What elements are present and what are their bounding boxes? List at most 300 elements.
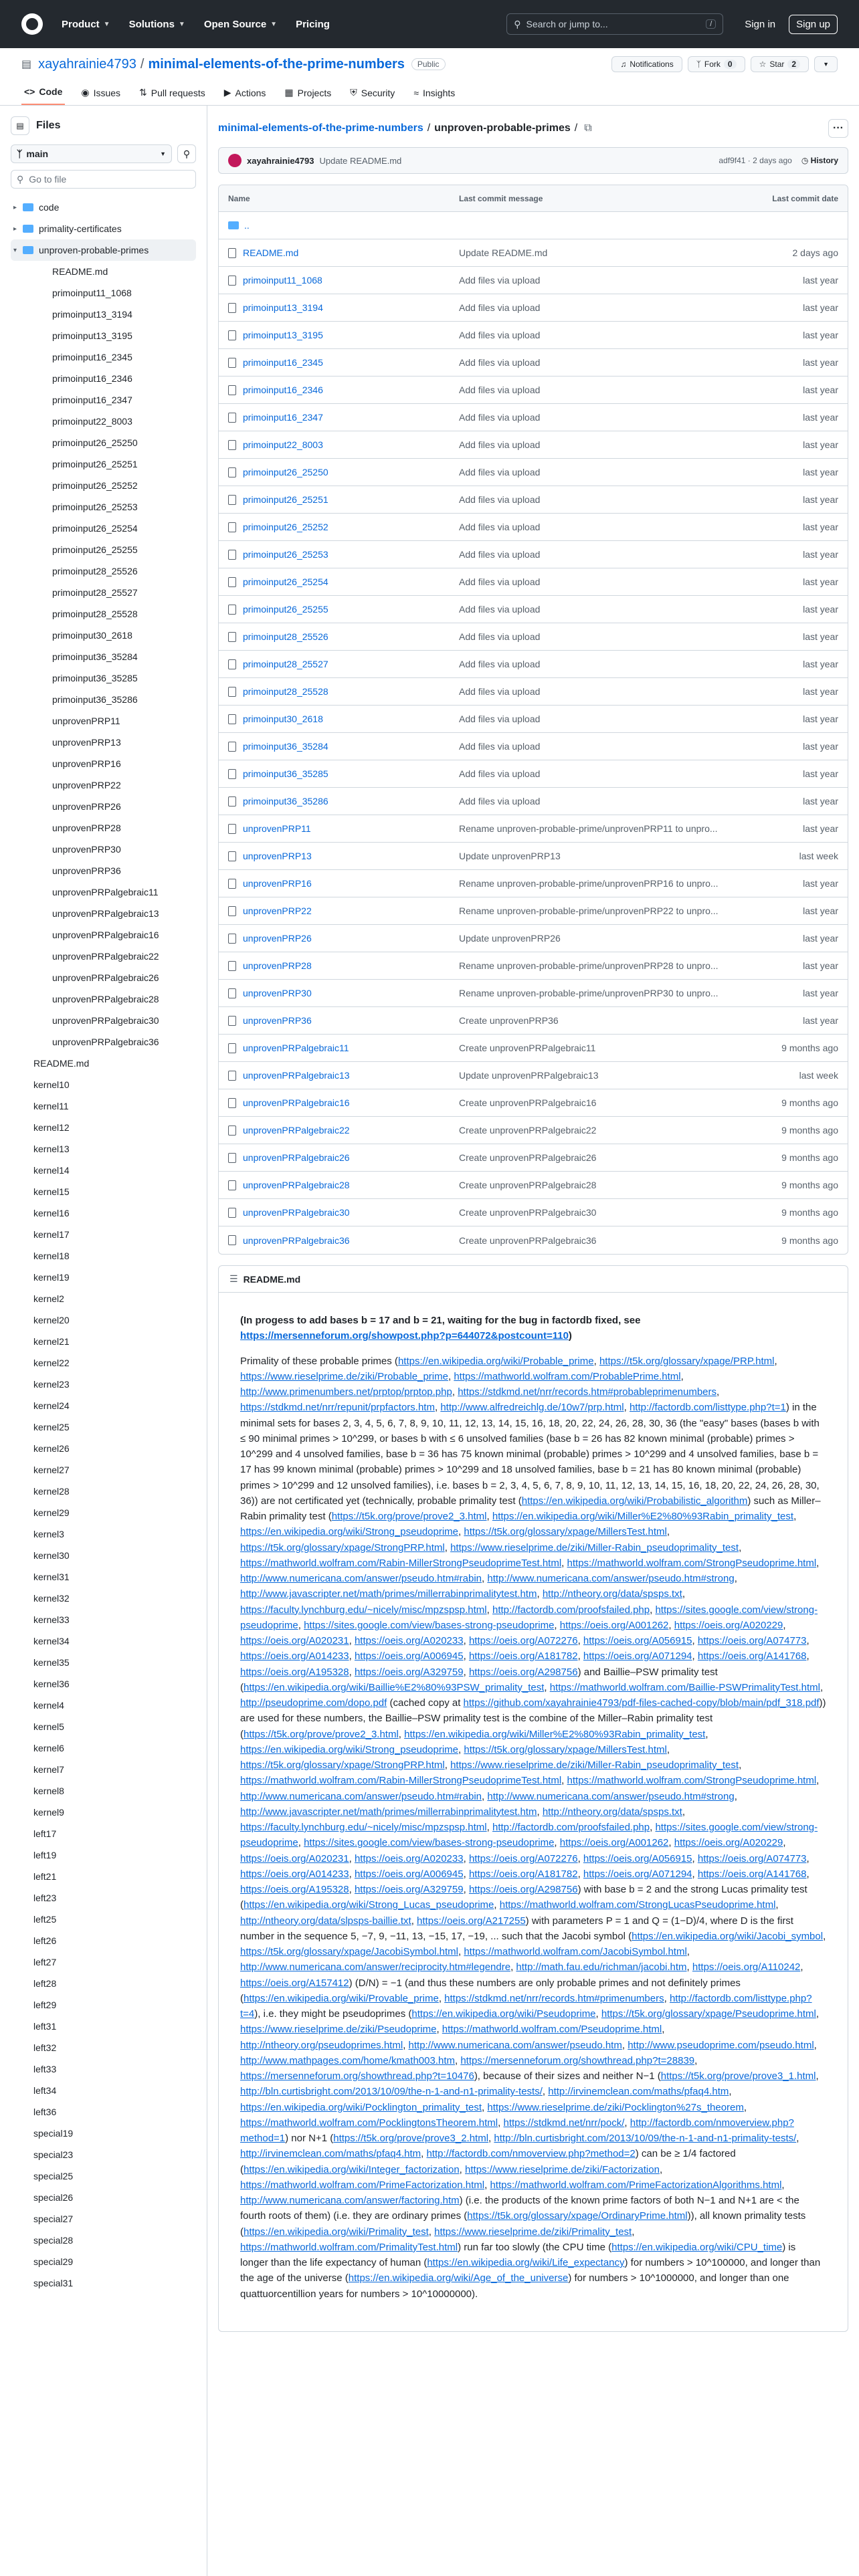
readme-link[interactable]: https://mersenneforum.org/showthread.php?t=10476	[240, 2070, 474, 2082]
readme-link[interactable]: https://oeis.org/A006945	[354, 1868, 464, 1880]
readme-link[interactable]: http://www.numericana.com/answer/pseudo.htm#strong	[487, 1573, 735, 1584]
readme-link[interactable]: http://www.numericana.com/answer/pseudo.htm#strong	[487, 1790, 735, 1802]
tree-file[interactable]	[11, 1267, 207, 1288]
readme-link[interactable]: https://mathworld.wolfram.com/StrongPseudoprime.html	[567, 1557, 817, 1569]
commit-message-link[interactable]: Rename unproven-probable-prime/unprovenPRP11 to unpro...	[459, 823, 718, 834]
commit-message-link[interactable]: Add files via upload	[459, 439, 541, 450]
tree-folder[interactable]	[11, 239, 196, 261]
tree-file[interactable]	[11, 1309, 207, 1331]
tree-file[interactable]	[11, 839, 207, 860]
commit-message-link[interactable]: Add files via upload	[459, 576, 541, 587]
file-link[interactable]: unprovenPRPalgebraic16	[243, 1097, 350, 1108]
readme-link[interactable]: https://t5k.org/prove/prove2_3.html	[331, 1511, 487, 1522]
tab-actions[interactable]: ▶ Actions	[223, 87, 266, 98]
readme-link[interactable]: https://oeis.org/A072276	[468, 1852, 578, 1864]
commit-message-link[interactable]: Add files via upload	[459, 275, 541, 286]
tree-file[interactable]	[11, 1673, 207, 1695]
file-link[interactable]: primoinput13_3195	[243, 330, 323, 340]
file-link[interactable]: primoinput26_25255	[243, 604, 328, 615]
commit-message-link[interactable]: Create unprovenPRPalgebraic28	[459, 1180, 597, 1190]
readme-link[interactable]: https://en.wikipedia.org/wiki/Primality_test	[244, 2226, 429, 2238]
readme-link[interactable]: https://oeis.org/A071294	[583, 1868, 692, 1880]
tree-file[interactable]	[11, 1224, 207, 1245]
readme-link[interactable]: https://t5k.org/glossary/xpage/PRP.html	[599, 1355, 775, 1367]
tree-file[interactable]	[11, 1459, 207, 1481]
search-files-icon[interactable]: ⚲	[177, 144, 196, 163]
breadcrumb-repo-link[interactable]: minimal-elements-of-the-prime-numbers	[218, 122, 423, 134]
tree-file[interactable]	[11, 817, 207, 839]
readme-link[interactable]: https://t5k.org/glossary/xpage/OrdinaryPrime.html	[467, 2210, 688, 2222]
readme-link[interactable]: https://mersenneforum.org/showthread.php?t=28839	[460, 2054, 695, 2066]
readme-link[interactable]: https://t5k.org/glossary/xpage/MillersTest.html	[464, 1526, 667, 1538]
tree-file[interactable]	[11, 1951, 207, 1973]
commit-message-link[interactable]: Add files via upload	[459, 796, 541, 807]
readme-link[interactable]: http://pseudoprime.com/dopo.pdf	[240, 1697, 387, 1709]
tree-file[interactable]	[11, 2144, 207, 2165]
readme-link[interactable]: https://oeis.org/A001262	[559, 1619, 669, 1631]
tree-file[interactable]	[11, 2208, 207, 2230]
tree-file[interactable]	[11, 1416, 207, 1438]
tree-file[interactable]	[11, 1588, 207, 1609]
readme-link[interactable]: http://bln.curtisbright.com/2013/10/09/the-n-1-and-n1-primality-tests/	[240, 2086, 543, 2098]
readme-link[interactable]: http://www.javascripter.net/math/primes/millerrabinprimalitytest.htm	[240, 1806, 537, 1818]
tab-insights[interactable]: ≈ Insights	[413, 88, 456, 98]
tree-file[interactable]	[11, 2058, 207, 2080]
tree-file[interactable]	[11, 539, 207, 560]
readme-link[interactable]: http://factordb.com/listtype.php?t=4	[240, 1992, 812, 2020]
tree-file[interactable]	[11, 1031, 207, 1053]
readme-link[interactable]: https://oeis.org/A020233	[354, 1635, 464, 1646]
file-link[interactable]: unprovenPRPalgebraic26	[243, 1152, 350, 1163]
file-link[interactable]: primoinput16_2345	[243, 357, 323, 368]
readme-link[interactable]: https://mathworld.wolfram.com/Rabin-MillerStrongPseudoprimeTest.html	[240, 1775, 562, 1787]
tree-file[interactable]	[11, 646, 207, 667]
readme-link[interactable]: https://t5k.org/glossary/xpage/Pseudoprime.html	[601, 2008, 816, 2020]
tree-file[interactable]	[11, 1695, 207, 1716]
readme-link[interactable]: https://oeis.org/A072276	[468, 1635, 578, 1646]
readme-link[interactable]: https://en.wikipedia.org/wiki/Pseudoprime	[411, 2008, 596, 2020]
file-link[interactable]: primoinput26_25252	[243, 522, 328, 532]
commit-message-link[interactable]: Add files via upload	[459, 330, 541, 340]
readme-link[interactable]: https://oeis.org/A056915	[583, 1852, 692, 1864]
readme-link[interactable]: http://www.numericana.com/answer/pseudo.htm#rabin	[240, 1573, 482, 1584]
tree-file[interactable]	[11, 1374, 207, 1395]
tree-file[interactable]	[11, 1994, 207, 2016]
file-link[interactable]: primoinput36_35285	[243, 768, 328, 779]
file-link[interactable]: primoinput13_3194	[243, 302, 323, 313]
commit-message-link[interactable]: Rename unproven-probable-prime/unprovenPRP22 to unpro...	[459, 905, 719, 916]
readme-link[interactable]: http://ntheory.org/pseudoprimes.html	[240, 2039, 403, 2051]
tree-file[interactable]	[11, 2016, 207, 2037]
readme-link[interactable]: https://sites.google.com/view/strong-pseudoprime	[240, 1822, 818, 1849]
tab-issues[interactable]: ◉ Issues	[81, 87, 121, 98]
file-link[interactable]: primoinput26_25254	[243, 576, 328, 587]
readme-link[interactable]: https://oeis.org/A071294	[583, 1650, 692, 1662]
tree-file[interactable]	[11, 860, 207, 881]
readme-link[interactable]: https://oeis.org/A006945	[354, 1650, 464, 1662]
tree-file[interactable]	[11, 924, 207, 946]
readme-link[interactable]: https://oeis.org/A020231	[240, 1852, 349, 1864]
nav-product[interactable]: Product ▼	[62, 18, 110, 30]
tree-file[interactable]	[11, 1502, 207, 1523]
tree-file[interactable]	[11, 2165, 207, 2187]
commit-message-link[interactable]: Add files via upload	[459, 714, 541, 724]
readme-link[interactable]: https://sites.google.com/view/bases-strong-pseudoprime	[304, 1619, 555, 1631]
readme-link[interactable]: https://www.rieselprime.de/ziki/Miller-Rabin_pseudoprimality_test	[450, 1541, 739, 1553]
readme-link[interactable]: http://ntheory.org/data/spsps.txt	[542, 1806, 682, 1818]
tree-file[interactable]	[11, 1930, 207, 1951]
tree-file[interactable]	[11, 582, 207, 603]
readme-link[interactable]: https://oeis.org/A020233	[354, 1852, 464, 1864]
readme-link[interactable]: https://mathworld.wolfram.com/Baillie-PSWPrimalityTest.html	[549, 1681, 820, 1693]
tree-file[interactable]	[11, 496, 207, 518]
commit-message-link[interactable]: Add files via upload	[459, 494, 541, 505]
commit-message-link[interactable]: Update README.md	[459, 247, 548, 258]
search-input[interactable]	[506, 13, 723, 35]
tree-file[interactable]	[11, 710, 207, 732]
tab-code[interactable]: <> Code	[21, 86, 65, 105]
tree-file[interactable]	[11, 1481, 207, 1502]
file-link[interactable]: unprovenPRP11	[243, 823, 311, 834]
commit-message-link[interactable]: Create unprovenPRPalgebraic16	[459, 1097, 597, 1108]
commit-message-link[interactable]: Add files via upload	[459, 412, 541, 423]
readme-link[interactable]: https://mathworld.wolfram.com/StrongLucasPseudoprime.html	[499, 1899, 776, 1911]
tree-file[interactable]	[11, 1737, 207, 1759]
readme-link[interactable]: http://factordb.com/nmoverview.php?method=1	[240, 2117, 794, 2144]
commit-message-link[interactable]: Add files via upload	[459, 686, 541, 697]
file-link[interactable]: unprovenPRPalgebraic13	[243, 1070, 350, 1081]
readme-link[interactable]: https://en.wikipedia.org/wiki/Age_of_the_universe	[348, 2272, 569, 2284]
more-options-button[interactable]: ···	[828, 119, 848, 138]
readme-link[interactable]: https://stdkmd.net/nrr/records.htm#probableprimenumbers	[458, 1386, 717, 1398]
readme-link[interactable]: https://oeis.org/A001262	[559, 1837, 669, 1849]
readme-link[interactable]: https://github.com/xayahrainie4793/pdf-files-cached-copy/blob/main/pdf_318.pdf	[463, 1697, 820, 1709]
tree-file[interactable]	[11, 1823, 207, 1844]
readme-link[interactable]: https://en.wikipedia.org/wiki/Strong_pseudoprime	[240, 1743, 459, 1755]
file-link[interactable]: unprovenPRPalgebraic11	[243, 1043, 349, 1053]
chevron-right-icon[interactable]: ▸	[13, 225, 17, 233]
commit-message-link[interactable]: Add files via upload	[459, 659, 541, 669]
tree-file[interactable]	[11, 689, 207, 710]
readme-link[interactable]: https://www.rieselprime.de/ziki/Probable_prime	[240, 1370, 448, 1382]
tree-file[interactable]	[11, 1759, 207, 1780]
file-link[interactable]: primoinput11_1068	[243, 275, 322, 286]
repo-name-link[interactable]: minimal-elements-of-the-prime-numbers	[148, 56, 405, 72]
readme-link[interactable]: http://ntheory.org/data/slpsps-baillie.txt	[240, 1915, 411, 1927]
readme-link[interactable]: https://sites.google.com/view/bases-strong-pseudoprime	[304, 1837, 555, 1849]
file-link[interactable]: unprovenPRP13	[243, 851, 312, 861]
tree-file[interactable]	[11, 1010, 207, 1031]
readme-link[interactable]: http://math.fau.edu/richman/jacobi.htm	[516, 1961, 687, 1973]
readme-link[interactable]: https://oeis.org/A195328	[240, 1884, 349, 1895]
readme-link[interactable]: https://oeis.org/A329759	[354, 1884, 464, 1895]
commit-message-link[interactable]: Add files via upload	[459, 467, 541, 477]
tree-file[interactable]	[11, 282, 207, 304]
readme-link[interactable]: http://www.pseudoprime.com/pseudo.html	[628, 2039, 814, 2051]
tree-file[interactable]	[11, 1331, 207, 1352]
readme-link[interactable]: https://sites.google.com/view/strong-pseudoprime	[240, 1604, 818, 1631]
tree-file[interactable]	[11, 432, 207, 453]
readme-link[interactable]: https://en.wikipedia.org/wiki/Strong_pseudoprime	[240, 1526, 459, 1538]
readme-link[interactable]: http://www.javascripter.net/math/primes/millerrabinprimalitytest.htm	[240, 1588, 537, 1600]
readme-link[interactable]: http://www.alfredreichlg.de/10w7/prp.html	[440, 1402, 624, 1414]
tree-file[interactable]	[11, 346, 207, 368]
tree-file[interactable]	[11, 1652, 207, 1673]
star-dropdown-button[interactable]	[814, 56, 838, 72]
avatar[interactable]	[228, 154, 242, 167]
tree-file[interactable]	[11, 667, 207, 689]
tree-file[interactable]	[11, 1202, 207, 1224]
commit-message-link[interactable]: Create unprovenPRPalgebraic30	[459, 1207, 597, 1218]
readme-link[interactable]: http://www.primenumbers.net/prptop/prptop.php	[240, 1386, 452, 1398]
readme-link[interactable]: https://stdkmd.net/nrr/repunit/prpfactors.htm	[240, 1402, 435, 1414]
tree-file[interactable]	[11, 732, 207, 753]
tree-file[interactable]	[11, 411, 207, 432]
commit-message-link[interactable]: Create unprovenPRPalgebraic22	[459, 1125, 597, 1136]
file-link[interactable]: unprovenPRP30	[243, 988, 312, 998]
readme-link[interactable]: https://t5k.org/glossary/xpage/StrongPRP.html	[240, 1759, 445, 1771]
tree-file[interactable]	[11, 368, 207, 389]
tree-file[interactable]	[11, 1545, 207, 1566]
readme-link[interactable]: https://www.rieselprime.de/ziki/Primality_test	[434, 2226, 632, 2238]
list-icon[interactable]: ☰	[229, 1273, 238, 1284]
fork-button[interactable]: ᛉ Fork 0	[688, 56, 745, 72]
tree-file[interactable]	[11, 625, 207, 646]
tree-file[interactable]	[11, 1095, 207, 1117]
file-link[interactable]: README.md	[243, 247, 299, 258]
readme-link[interactable]: https://mathworld.wolfram.com/JacobiSymbol.html	[464, 1946, 687, 1957]
commit-message-link[interactable]: Add files via upload	[459, 631, 541, 642]
readme-link[interactable]: https://oeis.org/A181782	[468, 1868, 578, 1880]
tree-folder[interactable]	[11, 197, 207, 218]
commit-message-link[interactable]: Update unprovenPRP13	[459, 851, 561, 861]
file-link[interactable]: unprovenPRPalgebraic22	[243, 1125, 350, 1136]
readme-link[interactable]: https://t5k.org/prove/prove3_2.html	[333, 2133, 489, 2144]
readme-link[interactable]: http://factordb.com/listtype.php?t=1	[629, 1402, 786, 1414]
file-link[interactable]: unprovenPRPalgebraic36	[243, 1235, 350, 1246]
readme-link[interactable]: https://en.wikipedia.org/wiki/Probable_prime	[397, 1355, 594, 1367]
readme-link[interactable]: http://www.numericana.com/answer/factoring.htm	[240, 2195, 460, 2206]
readme-link[interactable]: https://oeis.org/A217255	[417, 1915, 526, 1927]
notifications-button[interactable]: ♫ Notifications	[611, 56, 682, 72]
sign-in-link[interactable]: Sign in	[745, 18, 776, 30]
readme-link[interactable]: https://oeis.org/A329759	[354, 1666, 464, 1678]
tree-file[interactable]	[11, 261, 207, 282]
readme-link[interactable]: https://en.wikipedia.org/wiki/Strong_Lucas_pseudoprime	[244, 1899, 494, 1911]
file-link[interactable]: unprovenPRP26	[243, 933, 312, 944]
readme-link[interactable]: https://oeis.org/A157412	[240, 1977, 349, 1989]
readme-link[interactable]: https://en.wikipedia.org/wiki/Pocklington_primality_test	[240, 2101, 482, 2113]
tree-file[interactable]	[11, 2101, 207, 2123]
readme-link[interactable]: https://oeis.org/A020229	[674, 1619, 783, 1631]
tree-file[interactable]	[11, 1566, 207, 1588]
readme-link[interactable]: https://en.wikipedia.org/wiki/Miller%E2%80%93Rabin_primality_test	[492, 1511, 794, 1522]
tree-file[interactable]	[11, 1117, 207, 1138]
readme-link[interactable]: https://oeis.org/A141768	[697, 1868, 807, 1880]
commit-message-link[interactable]: Add files via upload	[459, 357, 541, 368]
readme-link[interactable]: https://oeis.org/A014233	[240, 1868, 349, 1880]
tree-file[interactable]	[11, 774, 207, 796]
tree-file[interactable]	[11, 2187, 207, 2208]
tree-file[interactable]	[11, 2230, 207, 2251]
tree-file[interactable]	[11, 1844, 207, 1866]
file-link[interactable]: primoinput16_2347	[243, 412, 323, 423]
readme-link[interactable]: https://oeis.org/A110242	[692, 1961, 801, 1973]
file-link[interactable]: unprovenPRPalgebraic28	[243, 1180, 350, 1190]
readme-link[interactable]: https://stdkmd.net/nrr/records.htm#primenumbers	[444, 1992, 664, 2004]
repo-owner-link[interactable]: xayahrainie4793	[38, 56, 136, 72]
tree-folder[interactable]	[11, 218, 207, 239]
readme-link[interactable]: https://oeis.org/A020229	[674, 1837, 783, 1849]
github-logo-icon[interactable]	[21, 13, 43, 35]
history-button[interactable]: ◷ History	[801, 156, 838, 165]
tree-file[interactable]	[11, 1138, 207, 1160]
commit-message-link[interactable]: Update unprovenPRPalgebraic13	[459, 1070, 599, 1081]
nav-open-source[interactable]: Open Source ▼	[203, 18, 278, 30]
file-link[interactable]: primoinput28_25526	[243, 631, 328, 642]
file-link[interactable]: primoinput28_25527	[243, 659, 328, 669]
tab-pull-requests[interactable]: ⇅ Pull requests	[139, 87, 205, 98]
tree-file[interactable]	[11, 1973, 207, 1994]
commit-message-link[interactable]: Create unprovenPRPalgebraic11	[459, 1043, 596, 1053]
readme-link[interactable]: https://oeis.org/A074773	[697, 1852, 807, 1864]
tree-file[interactable]	[11, 2123, 207, 2144]
file-link[interactable]: primoinput36_35286	[243, 796, 328, 807]
commit-message-link[interactable]: Rename unproven-probable-prime/unprovenPRP28 to unpro...	[459, 960, 719, 971]
commit-message-link[interactable]: Create unprovenPRP36	[459, 1015, 559, 1026]
readme-link[interactable]: https://oeis.org/A181782	[468, 1650, 578, 1662]
nav-pricing[interactable]: Pricing	[296, 18, 330, 30]
readme-link[interactable]: https://en.wikipedia.org/wiki/Integer_factorization	[244, 2163, 460, 2175]
tree-file[interactable]	[11, 603, 207, 625]
readme-link[interactable]: http://factordb.com/nmoverview.php?method=2	[426, 2148, 636, 2160]
file-link[interactable]: unprovenPRPalgebraic30	[243, 1207, 350, 1218]
chevron-down-icon[interactable]: ▾	[13, 246, 17, 254]
tree-file[interactable]	[11, 1630, 207, 1652]
file-link[interactable]: primoinput22_8003	[243, 439, 323, 450]
readme-link[interactable]: https://en.wikipedia.org/wiki/CPU_time	[611, 2241, 783, 2253]
readme-link[interactable]: https://oeis.org/A298756	[468, 1884, 578, 1895]
parent-directory-row[interactable]	[219, 212, 848, 239]
tree-file[interactable]	[11, 1909, 207, 1930]
tree-file[interactable]	[11, 325, 207, 346]
readme-link[interactable]: http://ntheory.org/data/spsps.txt	[542, 1588, 682, 1600]
tree-file[interactable]	[11, 967, 207, 988]
tree-file[interactable]	[11, 1716, 207, 1737]
commit-message[interactable]: Update README.md	[319, 155, 402, 166]
tree-file[interactable]	[11, 1395, 207, 1416]
file-link[interactable]: primoinput26_25250	[243, 467, 328, 477]
readme-link[interactable]: https://en.wikipedia.org/wiki/Baillie%E2%80%93PSW_primality_test	[244, 1681, 545, 1693]
readme-link[interactable]: https://en.wikipedia.org/wiki/Miller%E2%80%93Rabin_primality_test	[404, 1728, 706, 1740]
tree-file[interactable]	[11, 1802, 207, 1823]
tree-file[interactable]	[11, 1288, 207, 1309]
tree-file[interactable]	[11, 1609, 207, 1630]
readme-link[interactable]: http://factordb.com/proofsfailed.php	[492, 1822, 650, 1833]
file-link[interactable]: unprovenPRP28	[243, 960, 312, 971]
chevron-right-icon[interactable]: ▸	[13, 203, 17, 211]
commit-message-link[interactable]: Create unprovenPRPalgebraic26	[459, 1152, 597, 1163]
readme-link[interactable]: https://oeis.org/A141768	[697, 1650, 807, 1662]
tree-file[interactable]	[11, 1160, 207, 1181]
file-link[interactable]: unprovenPRP16	[243, 878, 312, 889]
readme-link[interactable]: https://en.wikipedia.org/wiki/Probabilistic_algorithm	[521, 1495, 748, 1507]
commit-message-link[interactable]: Add files via upload	[459, 741, 541, 752]
tree-file[interactable]	[11, 881, 207, 903]
file-link[interactable]: primoinput16_2346	[243, 385, 323, 395]
readme-link[interactable]: https://www.rieselprime.de/ziki/Pseudoprime	[240, 2024, 437, 2036]
readme-link[interactable]: https://www.rieselprime.de/ziki/Factorization	[465, 2163, 660, 2175]
readme-link[interactable]: http://www.mathpages.com/home/kmath003.htm	[240, 2054, 455, 2066]
tree-file[interactable]	[11, 988, 207, 1010]
readme-link[interactable]: https://en.wikipedia.org/wiki/Provable_prime	[244, 1992, 439, 2004]
tree-file[interactable]	[11, 1887, 207, 1909]
collapse-sidebar-icon[interactable]: ▤	[11, 116, 29, 135]
readme-link[interactable]: http://factordb.com/proofsfailed.php	[492, 1604, 650, 1616]
readme-link[interactable]: https://www.rieselprime.de/ziki/Miller-Rabin_pseudoprimality_test	[450, 1759, 739, 1771]
readme-link[interactable]: https://t5k.org/glossary/xpage/JacobiSymbol.html	[240, 1946, 458, 1957]
commit-message-link[interactable]: Add files via upload	[459, 302, 541, 313]
commit-message-link[interactable]: Add files via upload	[459, 385, 541, 395]
readme-link[interactable]: https://oeis.org/A056915	[583, 1635, 692, 1646]
readme-link[interactable]: https://oeis.org/A195328	[240, 1666, 349, 1678]
tree-file[interactable]	[11, 1866, 207, 1887]
tree-file[interactable]	[11, 796, 207, 817]
readme-link[interactable]: https://mathworld.wolfram.com/StrongPseudoprime.html	[567, 1775, 817, 1787]
commit-sha[interactable]: adf9f41	[719, 156, 746, 165]
commit-message-link[interactable]: Rename unproven-probable-prime/unprovenPRP30 to unpro...	[459, 988, 719, 998]
readme-link[interactable]: https://t5k.org/glossary/xpage/MillersTest.html	[464, 1743, 667, 1755]
tree-file[interactable]	[11, 753, 207, 774]
readme-link[interactable]: https://mathworld.wolfram.com/PrimeFactorization.html	[240, 2179, 485, 2191]
readme-link[interactable]: https://faculty.lynchburg.edu/~nicely/misc/mpzspsp.html	[240, 1822, 487, 1833]
commit-message-link[interactable]: Create unprovenPRPalgebraic36	[459, 1235, 597, 1246]
file-link[interactable]: unprovenPRP22	[243, 905, 312, 916]
tree-file[interactable]	[11, 903, 207, 924]
readme-link[interactable]: https://mathworld.wolfram.com/PocklingtonsTheorem.html	[240, 2117, 498, 2129]
file-link[interactable]: primoinput26_25251	[243, 494, 328, 505]
tree-file[interactable]	[11, 518, 207, 539]
readme-link[interactable]: https://t5k.org/glossary/xpage/StrongPRP.html	[240, 1541, 445, 1553]
file-link[interactable]: primoinput36_35284	[243, 741, 328, 752]
copy-path-icon[interactable]: ⧉	[584, 122, 592, 134]
commit-message-link[interactable]: Update unprovenPRP26	[459, 933, 561, 944]
readme-link[interactable]: https://mathworld.wolfram.com/PrimeFactorizationAlgorithms.html	[490, 2179, 782, 2191]
readme-link[interactable]: https://oeis.org/A014233	[240, 1650, 349, 1662]
readme-link[interactable]: https://faculty.lynchburg.edu/~nicely/misc/mpzspsp.html	[240, 1604, 487, 1616]
file-link[interactable]: primoinput30_2618	[243, 714, 323, 724]
tree-file[interactable]	[11, 2037, 207, 2058]
commit-message-link[interactable]: Add files via upload	[459, 604, 541, 615]
readme-link[interactable]: http://bln.curtisbright.com/2013/10/09/the-n-1-and-n1-primality-tests/	[494, 2133, 797, 2144]
readme-link[interactable]: http://irvinemclean.com/maths/pfaq4.htm	[240, 2148, 421, 2160]
commit-author[interactable]: xayahrainie4793	[247, 155, 314, 166]
lead-link[interactable]: https://mersenneforum.org/showpost.php?p=644072&postcount=110	[240, 1330, 569, 1342]
file-link[interactable]: primoinput26_25253	[243, 549, 328, 560]
star-button[interactable]: ☆ Star 2	[751, 56, 809, 72]
readme-link[interactable]: https://t5k.org/prove/prove3_1.html	[660, 2070, 816, 2082]
tab-projects[interactable]: ▦ Projects	[284, 87, 332, 98]
tree-file[interactable]	[11, 946, 207, 967]
readme-link[interactable]: https://mathworld.wolfram.com/ProbablePrime.html	[454, 1370, 681, 1382]
nav-solutions[interactable]: Solutions ▼	[128, 18, 185, 30]
tree-file[interactable]	[11, 1780, 207, 1802]
commit-message-link[interactable]: Rename unproven-probable-prime/unprovenPRP16 to unpro...	[459, 878, 719, 889]
readme-link[interactable]: https://en.wikipedia.org/wiki/Life_expectancy	[427, 2257, 625, 2268]
tree-file[interactable]	[11, 304, 207, 325]
readme-link[interactable]: https://en.wikipedia.org/wiki/Jacobi_symbol	[632, 1930, 824, 1942]
tree-file[interactable]	[11, 1438, 207, 1459]
